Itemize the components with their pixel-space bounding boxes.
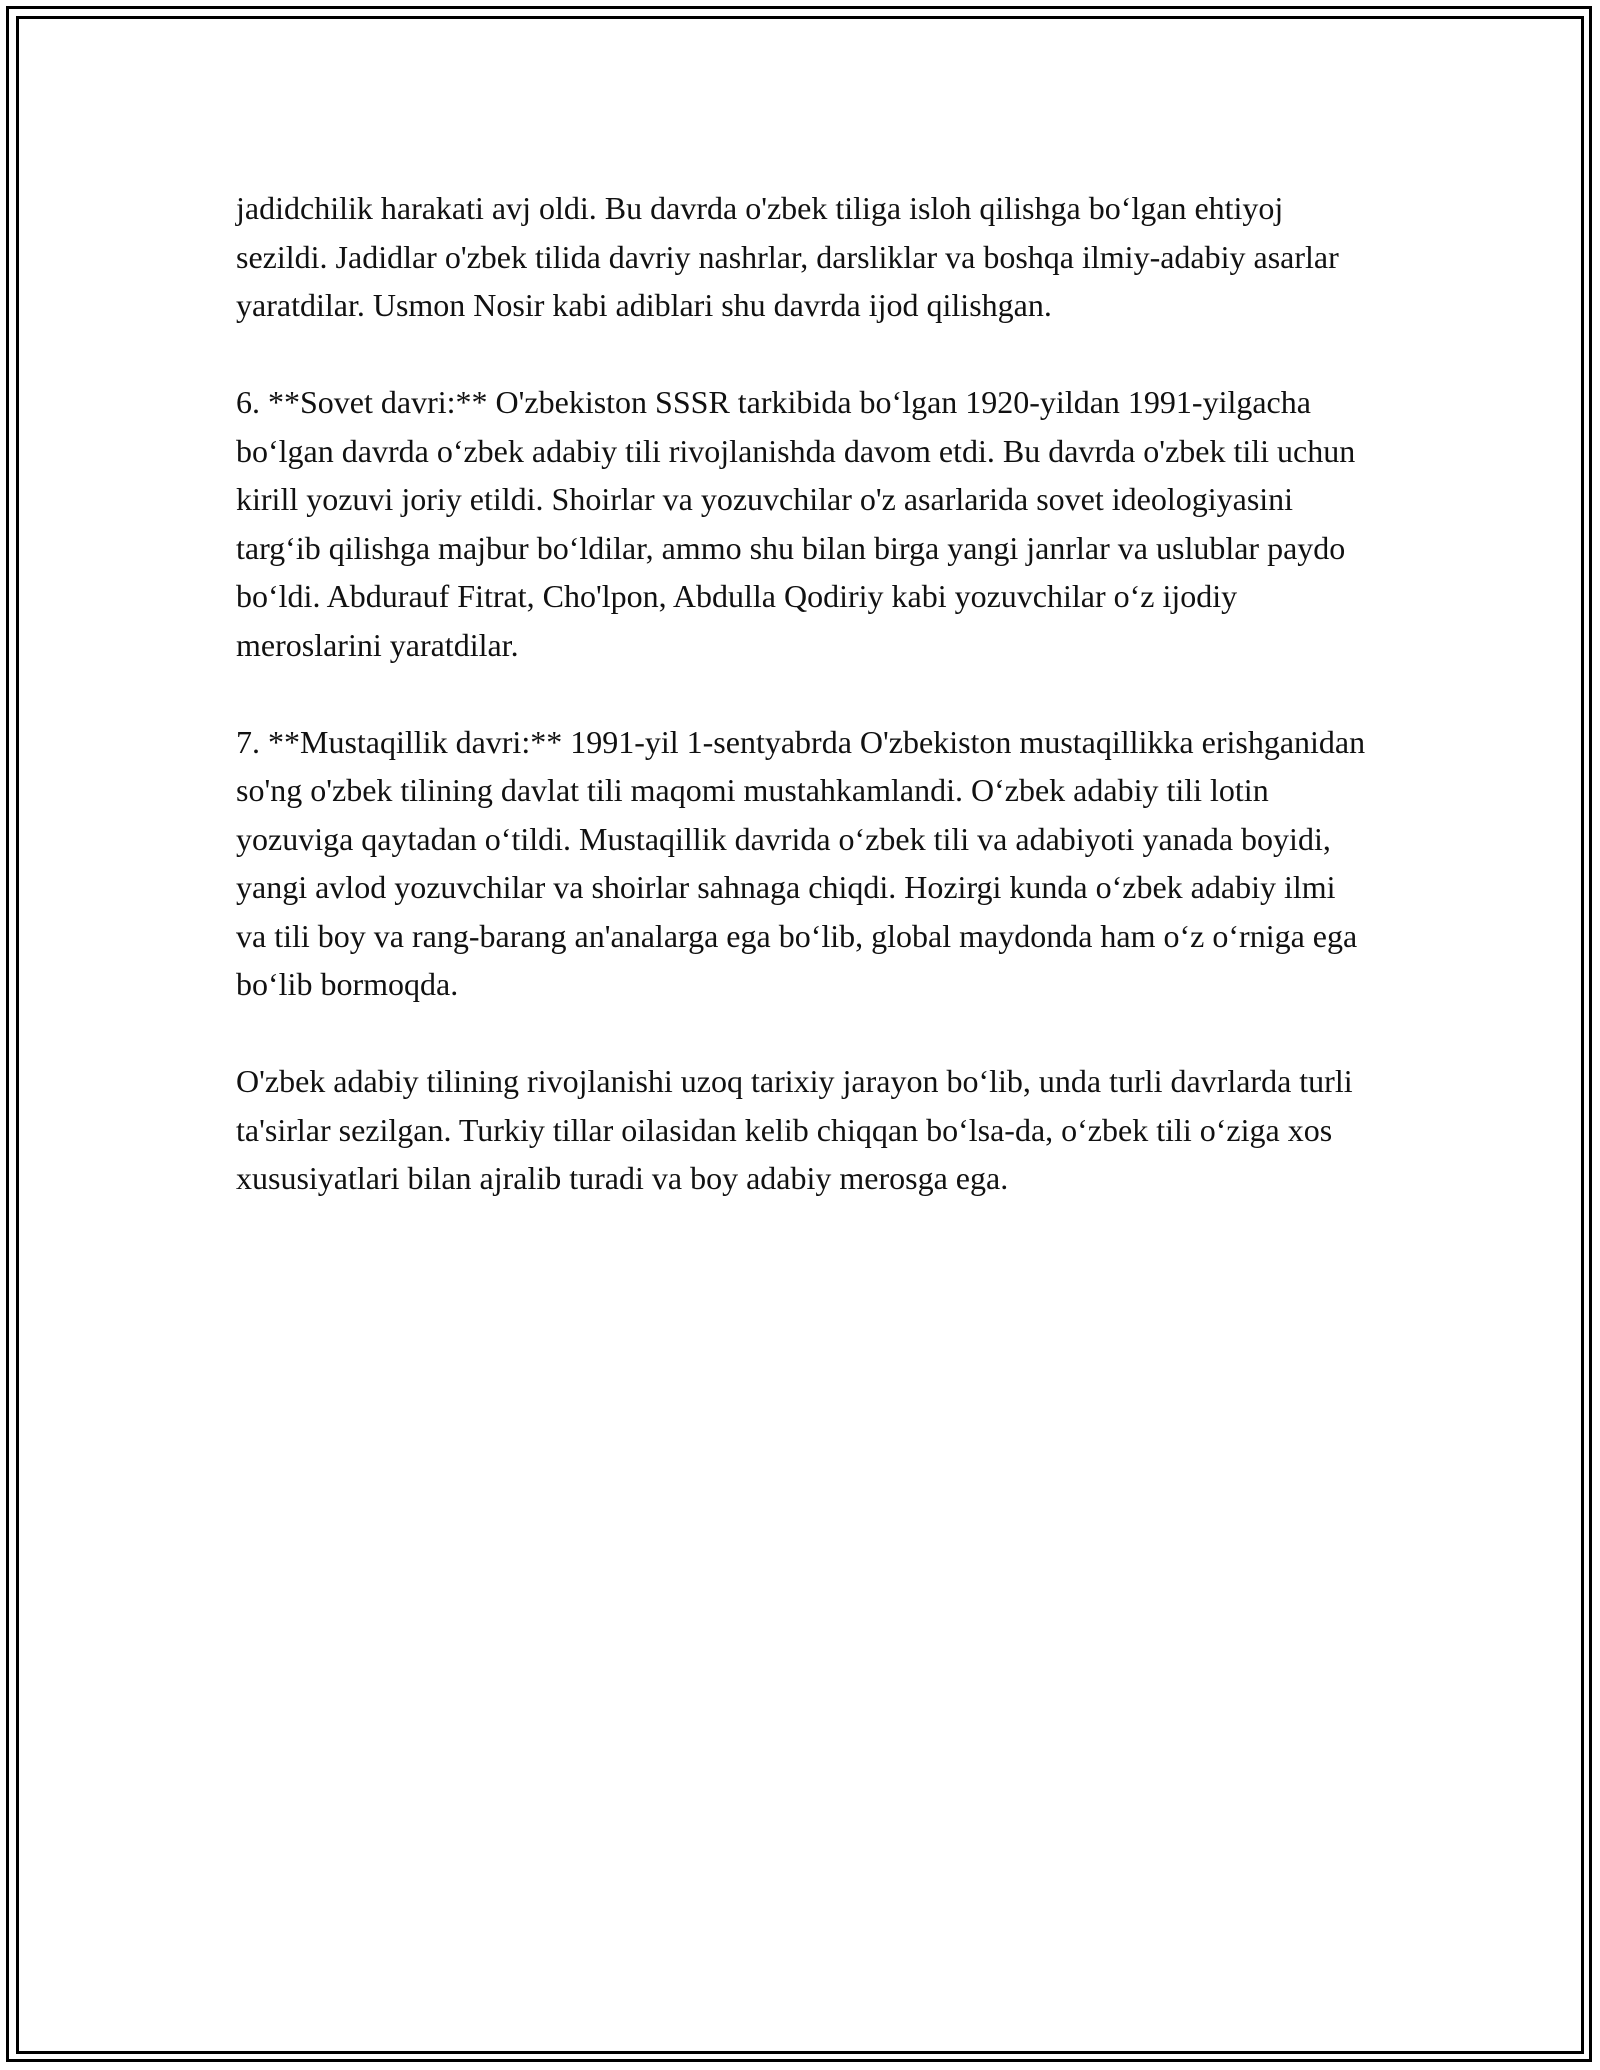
paragraph-sovet-davri: 6. **Sovet davri:** O'zbekiston SSSR tarkibida bo‘lgan 1920-yildan 1991-yilgacha bo‘lgan davrda o‘zbek adabiy tili rivojlanishda davom etdi. Bu davrda o'zbek tili uchun kirill yozuvi joriy etildi. Shoirlar va yozuvchilar o'z asarlarida sovet ideologiyasini targ‘ib qilishga majbur bo‘ldilar, ammo shu bilan birga yangi janrlar va uslublar paydo bo‘ldi. Abdurauf Fitrat, Cho'lpon, Abdulla Qodiriy kabi yozuvchilar o‘z ijodiy meroslarini yaratdilar.: [236, 384, 1356, 663]
paragraph-jadidchilik: jadidchilik harakati avj oldi. Bu davrda o'zbek tiliga isloh qilishga bo‘lgan ehtiyoj sezildi. Jadidlar o'zbek tilida davriy nashrlar, darsliklar va boshqa ilmiy-adabiy asarlar yaratdilar. Usmon Nosir kabi adiblari shu davrda ijod qilishgan.: [236, 190, 1339, 323]
paragraph-mustaqillik-davri: 7. **Mustaqillik davri:** 1991-yil 1-sentyabrda O'zbekiston mustaqillikka erishganidan so'ng o'zbek tilining davlat tili maqomi mustahkamlandi. O‘zbek adabiy tili lotin yozuviga qaytadan o‘tildi. Mustaqillik davrida o‘zbek tili va adabiyoti yanada boyidi, yangi avlod yozuvchilar va shoirlar sahnaga chiqdi. Hozirgi kunda o‘zbek adabiy ilmi va tili boy va rang-barang an'analarga ega bo‘lib, global maydonda ham o‘z o‘rniga ega bo‘lib bormoqda.: [236, 723, 1366, 1002]
paragraph-conclusion: O'zbek adabiy tilining rivojlanishi uzoq tarixiy jarayon bo‘lib, unda turli davrlarda turli ta'sirlar sezilgan. Turkiy tillar oilasidan kelib chiqqan bo‘lsa-da, o‘zbek tili o‘ziga xos xususiyatlari bilan ajralib turadi va boy adabiy merosga ega.: [236, 1063, 1353, 1196]
document-body: [236, 184, 1366, 1251]
